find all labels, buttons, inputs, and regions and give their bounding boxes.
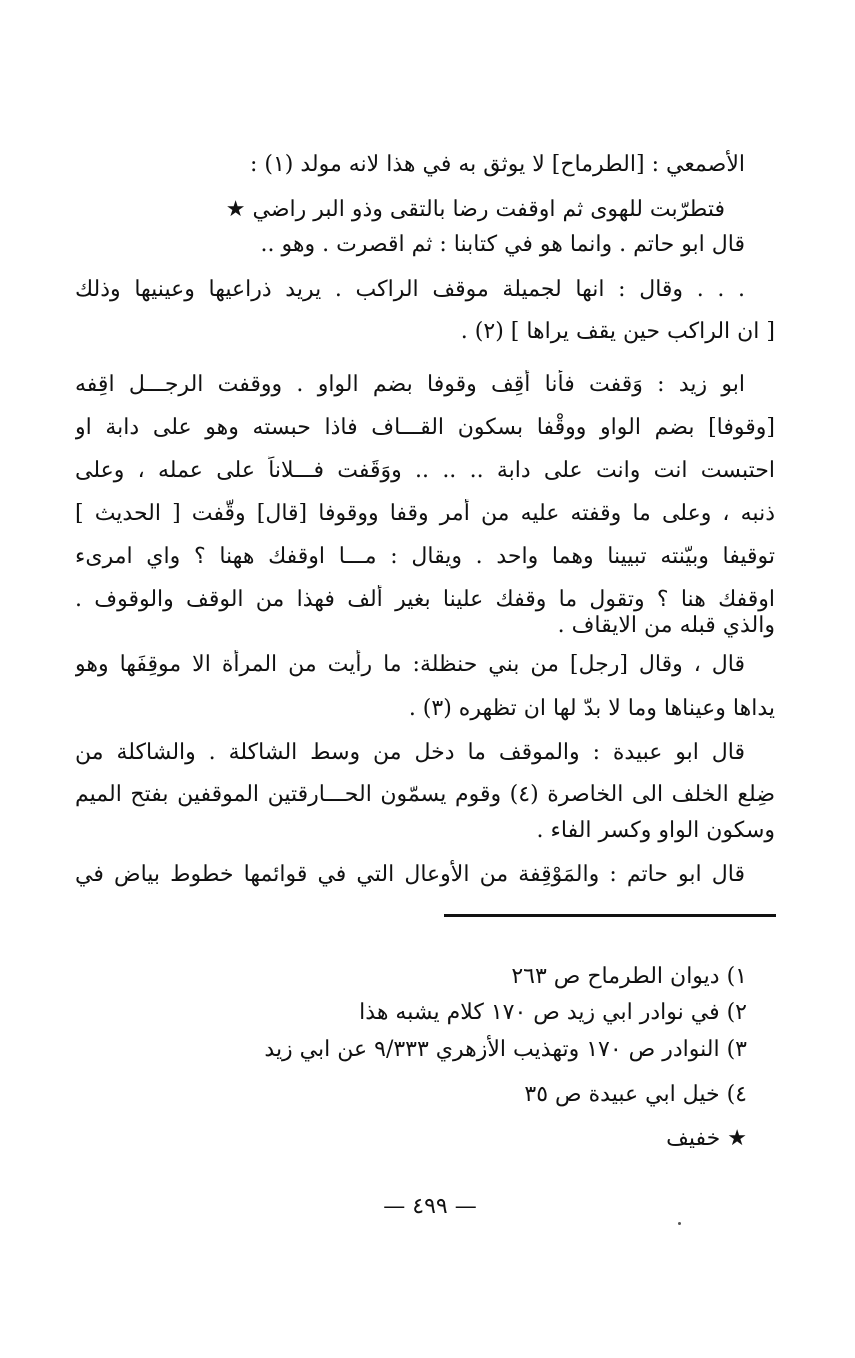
text-line-10: توقيفا وبيّنته تبيينا وهما واحد . ويقال : مـــا اوقفك ههنا ؟ واي امرىء	[75, 544, 775, 569]
text-line-15: قال ابو عبيدة : والموقف ما دخل من وسط الشاكلة . والشاكلة من	[75, 740, 745, 765]
footnote-separator	[444, 914, 776, 917]
text-line-6: ابو زيد : وَقفت فأنا أَقِف وقوفا بضم الواو . ووقفت الرجـــل اقِفه	[75, 372, 745, 397]
text-line-18: قال ابو حاتم : والمَوْقِفة من الأوعال التي في قوائمها خطوط بياض في	[75, 862, 745, 887]
text-line-17: وسكون الواو وكسر الفاء .	[536, 818, 775, 843]
text-line-7: [وقوفا] بضم الواو ووقْفا بسكون القـــاف فاذا حبسته وهو على دابة او	[75, 415, 775, 440]
text-line-16: ضِلع الخلف الى الخاصرة (٤) وقوم يسمّون الحـــارقتين الموقفين بفتح الميم	[75, 782, 775, 807]
text-line-14: يداها وعيناها وما لا بدّ لها ان تظهره (٣) .	[408, 696, 775, 721]
footnote-4: ٤) خيل ابي عبيدة ص ٣٥	[524, 1082, 747, 1107]
footnote-3: ٣) النوادر ص ١٧٠ وتهذيب الأزهري ٩/٣٣٣ عن ابي زيد	[264, 1037, 747, 1062]
text-line-8: احتبست انت وانت على دابة .. .. .. ووَقَفت فـــلاناً على عمله ، وعلى	[75, 458, 775, 483]
footnote-2: ٢) في نوادر ابي زيد ص ١٧٠ كلام يشبه هذا	[359, 1000, 747, 1025]
text-line-1: الأصمعي : [الطرماح] لا يوثق به في هذا لانه مولد (١) :	[249, 152, 745, 177]
text-line-11: اوقفك هنا ؟ وتقول ما وقفك علينا بغير ألف فهذا من الوقف والوقوف .	[75, 587, 775, 612]
text-line-5: [ ان الراكب حين يقف يراها ] (٢) .	[460, 319, 775, 344]
text-line-13: قال ، وقال [رجل] من بني حنظلة: ما رأيت من المرأة الا موقِفَها وهو	[75, 652, 745, 677]
text-line-9: ذنبه ، وعلى ما وقفته عليه من أمر وقفا ووقوفا [قال] وقّفت [ الحديث ]	[75, 501, 775, 526]
verse-line: فتطرّبت للهوى ثم اوقفت رضا بالتقى وذو البر راضي ★	[225, 197, 725, 222]
page-number: — ٤٩٩ —	[383, 1194, 477, 1219]
footnote-meter: ★ خفيف	[666, 1126, 747, 1151]
text-line-3: قال ابو حاتم . وانما هو في كتابنا : ثم اقصرت . وهو ..	[260, 232, 745, 257]
footnote-1: ١) ديوان الطرماح ص ٢٦٣	[511, 964, 747, 989]
text-line-4: . . . وقال : انها لجميلة موقف الراكب . يريد ذراعيها وعينيها وذلك	[75, 277, 745, 302]
text-line-12: والذي قبله من الايقاف .	[557, 613, 775, 638]
scan-speck	[678, 1222, 681, 1225]
